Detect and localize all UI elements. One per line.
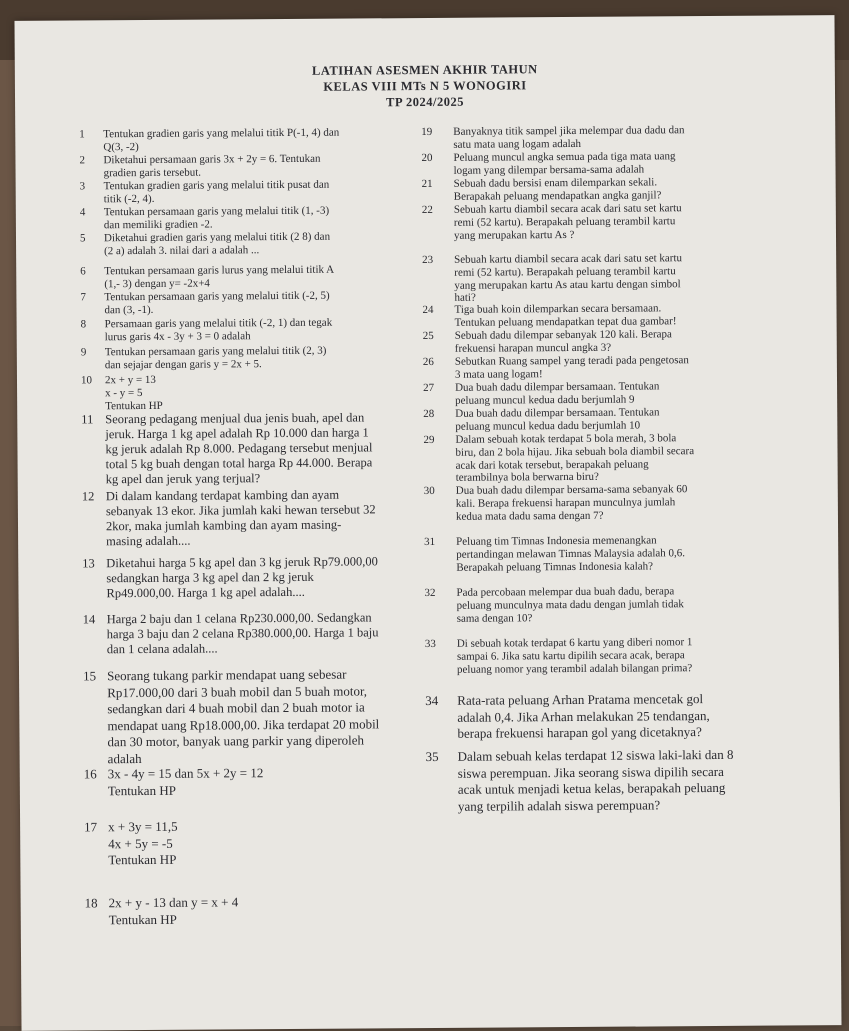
question-line: Peluang tim Timnas Indonesia memenangkan <box>456 534 657 548</box>
question-number: 30 <box>423 484 435 498</box>
question-1 <box>79 126 441 154</box>
question-line: Dua buah dadu dilempar bersamaan. Tentukan <box>455 406 660 420</box>
question-number: 18 <box>84 895 98 911</box>
question-line: dan sejajar dengan garis y = 2x + 5. <box>104 357 262 372</box>
question-line: kg jeruk adalah Rp 8.000. Pedagang tersebut menjual <box>105 440 373 457</box>
question-line: Seorang pedagang menjual dua jenis buah, apel dan <box>105 410 365 427</box>
question-text <box>108 817 446 869</box>
question-13 <box>82 554 444 602</box>
question-line: mendapat uang Rp18.000,00. Jika terdapat 20 mobil <box>107 715 380 733</box>
question-18 <box>85 893 447 929</box>
question-23 <box>422 251 792 305</box>
question-line: Berapakah peluang mendapatkan angka ganjil? <box>453 189 662 203</box>
question-line: 2x + y = 13 <box>104 373 156 387</box>
question-line: yang terpilih adalah siswa perempuan? <box>457 796 661 814</box>
question-number: 24 <box>422 303 434 317</box>
question-text <box>454 201 792 242</box>
question-text <box>456 584 794 625</box>
question-text <box>103 126 441 154</box>
question-line: Tentukan HP <box>107 782 176 798</box>
question-number: 19 <box>421 125 433 139</box>
question-10 <box>81 372 443 413</box>
question-16 <box>84 764 446 800</box>
question-line: Tentukan gradien garis yang melalui titik pusat dan <box>103 178 330 193</box>
question-line: biru, dan 2 bola hijau. Jika sebuah bola diambil secara <box>455 444 695 459</box>
question-22 <box>422 201 792 242</box>
question-number: 27 <box>423 381 435 395</box>
question-line: logam yang dilempar bersama-sama adalah <box>453 163 645 177</box>
question-text <box>458 746 796 814</box>
question-line: Tentukan peluang mendapatkan tepat dua gambar! <box>454 315 677 329</box>
question-number: 13 <box>82 556 95 571</box>
question-text <box>455 431 793 485</box>
question-line: (1,- 3) dengan y= -2x+4 <box>104 277 210 291</box>
question-line: titik (-2, 4). <box>103 192 155 206</box>
question-text <box>453 149 791 177</box>
question-line: siswa perempuan. Jika seorang siswa dipilih secara <box>457 763 724 781</box>
question-number: 11 <box>81 412 94 427</box>
question-text <box>103 152 441 180</box>
question-number: 9 <box>80 346 87 359</box>
question-line: Sebuah kartu diambil secara acak dari satu set kartu <box>454 252 683 266</box>
question-line: adalah 0,4. Jika Arhan melakukan 25 tendangan, <box>457 707 710 725</box>
question-line: Sebuah dadu dilempar sebanyak 120 kali. Berapa <box>454 328 672 342</box>
question-line: Dalam sebuah kotak terdapat 5 bola merah, 3 bola <box>455 432 677 446</box>
question-line: Q(3, -2) <box>103 140 139 154</box>
question-line: 2x + y - 13 dan y = x + 4 <box>108 894 239 911</box>
right-question-column <box>421 123 791 814</box>
question-line: 3x - 4y = 15 dan 5x + 2y = 12 <box>107 765 264 782</box>
question-text <box>453 123 791 151</box>
question-15 <box>83 666 446 768</box>
question-line: Dua buah dadu dilempar bersamaan. Tentukan <box>455 380 660 394</box>
question-19 <box>421 123 791 151</box>
question-7 <box>80 289 442 317</box>
question-9 <box>81 344 443 372</box>
question-line: Diketahui persamaan garis 3x + 2y = 6. Tentukan <box>103 152 321 167</box>
question-text <box>454 251 792 305</box>
question-number: 15 <box>83 668 97 684</box>
question-line: harga 3 baju dan 2 celana Rp380.000,00. Harga 1 baju <box>106 625 379 642</box>
question-text <box>457 635 795 676</box>
question-number: 5 <box>79 232 86 245</box>
question-line: Tentukan persamaan garis yang melalui titik (2, 3) <box>104 344 327 359</box>
question-line: Diketahui harga 5 kg apel dan 3 kg jeruk Rp79.000,00 <box>106 554 378 571</box>
question-27 <box>423 379 793 407</box>
question-line: 2kor, maka jumlah kambing dan ayam masing- <box>105 517 342 534</box>
question-text <box>457 690 795 742</box>
question-line: Sebutkan Ruang sampel yang teradi pada pengetosan <box>454 354 689 368</box>
question-line: Banyaknya titik sampel jika melempar dua dadu dan <box>453 124 685 138</box>
question-line: sedangkan harga 3 kg apel dan 2 kg jeruk <box>106 569 314 586</box>
question-line: Rata-rata peluang Arhan Pratama mencetak gol <box>457 691 704 708</box>
question-number: 21 <box>421 177 433 191</box>
question-line: dan memiliki gradien -2. <box>103 218 213 232</box>
question-31 <box>424 533 794 574</box>
question-text <box>108 764 446 799</box>
question-line: (2 a) adalah 3. nilai dari a adalah ... <box>104 243 260 258</box>
question-text <box>455 353 793 381</box>
question-line: 3 mata uang logam! <box>454 367 543 381</box>
question-line: yang merupakan kartu As atau kartu dengan simbol <box>454 277 681 292</box>
question-17 <box>84 817 446 869</box>
question-number: 2 <box>79 154 86 167</box>
question-text <box>104 289 442 317</box>
question-number: 32 <box>424 586 436 600</box>
question-text <box>456 482 794 523</box>
question-number: 17 <box>84 819 98 835</box>
question-35 <box>426 746 796 815</box>
question-line: Tentukan HP <box>108 851 177 868</box>
question-number: 34 <box>425 692 439 709</box>
question-line: dan 1 celana adalah.... <box>106 641 218 657</box>
question-number: 7 <box>80 291 86 304</box>
question-number: 26 <box>422 355 434 369</box>
question-number: 10 <box>80 374 93 387</box>
question-number: 28 <box>423 407 435 421</box>
question-33 <box>425 635 795 676</box>
question-line: Di dalam kandang terdapat kambing dan ayam <box>105 487 340 504</box>
question-line: Tiga buah koin dilemparkan secara bersamaan. <box>454 302 662 316</box>
question-number: 31 <box>424 535 436 549</box>
question-text <box>455 327 793 355</box>
question-number: 20 <box>421 151 433 165</box>
question-number: 25 <box>422 329 434 343</box>
question-line: Harga 2 baju dan 1 celana Rp230.000,00. Sedangkan <box>106 610 372 627</box>
question-32 <box>424 584 794 625</box>
question-line: kedua mata dadu sama dengan 7? <box>455 509 604 523</box>
question-line: peluang nomor yang terambil adalah bilangan prima? <box>456 661 693 676</box>
question-number: 14 <box>82 612 96 627</box>
question-text <box>107 666 446 767</box>
question-12 <box>82 487 444 550</box>
question-line: sampai 6. Jika satu kartu dipilih secara acak, berapa <box>456 649 685 663</box>
question-line: Tentukan HP <box>108 911 177 927</box>
question-text <box>106 487 444 549</box>
question-line: sebanyak 13 ekor. Jika jumlah kaki hewan tersebut 32 <box>105 502 376 519</box>
question-line: Berapakah peluang Timnas Indonesia kalah? <box>456 560 654 574</box>
question-line: frekuensi harapan muncul angka 3? <box>454 341 612 355</box>
question-line: 4x + 5y = -5 <box>108 835 173 851</box>
question-text <box>104 178 442 206</box>
exam-header <box>15 59 835 113</box>
question-line: gradien garis tersebut. <box>103 166 202 180</box>
question-line: Diketahui gradien garis yang melalui titik (2 8) dan <box>103 230 331 245</box>
question-5 <box>80 230 442 258</box>
question-29 <box>423 431 793 485</box>
question-text <box>455 405 793 433</box>
question-line: hati? <box>454 292 476 305</box>
question-line: Sebuah kartu diambil secara acak dari satu set kartu <box>453 202 682 216</box>
question-text <box>105 316 443 344</box>
question-11 <box>81 410 444 488</box>
question-number: 23 <box>422 253 434 267</box>
exam-class: KELAS VIII MTs N 5 WONOGIRI <box>323 78 527 94</box>
question-line: dan (3, -1). <box>104 303 154 317</box>
question-14 <box>83 610 445 658</box>
question-line: terambilnya bola berwarna biru? <box>455 471 599 485</box>
question-34 <box>425 690 795 742</box>
question-line: lurus garis 4x - 3y + 3 = 0 adalah <box>104 330 251 344</box>
exam-year: TP 2024/2025 <box>386 94 465 110</box>
question-line: Tentukan gradien garis yang melalui titik P(-1, 4) dan <box>103 126 340 141</box>
question-text <box>105 344 443 372</box>
question-text <box>454 301 792 329</box>
question-line: dan 30 motor, banyak uang parkir yang diperoleh <box>107 732 365 750</box>
question-24 <box>422 301 792 329</box>
question-number: 22 <box>421 203 433 217</box>
question-text <box>456 533 794 574</box>
question-line: Tentukan persamaan garis lurus yang melalui titik A <box>104 263 335 278</box>
question-3 <box>80 178 442 206</box>
question-line: Rp49.000,00. Harga 1 kg apel adalah.... <box>106 584 305 601</box>
question-line: Tentukan persamaan garis yang melalui titik (-2, 5) <box>104 289 330 304</box>
question-line: berapa frekuensi harapan gol yang dicetaknya? <box>457 724 702 741</box>
question-line: pertandingan melawan Timnas Malaysia adalah 0,6. <box>456 547 686 561</box>
question-line: Persamaan garis yang melalui titik (-2, 1) dan tegak <box>104 316 333 331</box>
question-line: total 5 kg buah dengan total harga Rp 44.000. Berapa <box>105 455 373 472</box>
question-line: acak untuk menjadi ketua kelas, berapakah peluang <box>457 779 726 797</box>
question-number: 8 <box>80 318 87 331</box>
question-line: satu mata uang logam adalah <box>453 137 582 151</box>
question-line: Seorang tukang parkir mendapat uang sebesar <box>107 666 347 684</box>
question-line: acak dari kotak tersebut, berapakah peluang <box>455 458 649 472</box>
question-6 <box>80 263 442 291</box>
question-text <box>104 263 442 291</box>
question-line: x - y = 5 <box>105 386 143 400</box>
question-text <box>104 230 442 258</box>
question-8 <box>81 316 443 344</box>
question-line: kg apel dan jeruk yang terjual? <box>105 471 261 487</box>
question-28 <box>423 405 793 433</box>
question-text <box>109 893 447 928</box>
question-30 <box>424 482 794 523</box>
question-line: remi (52 kartu). Berapakah peluang terambil kartu <box>453 215 676 229</box>
question-text <box>107 610 445 657</box>
question-number: 4 <box>79 206 86 219</box>
question-number: 33 <box>424 637 436 651</box>
question-line: jeruk. Harga 1 kg apel adalah Rp 10.000 dan harga 1 <box>105 425 369 442</box>
question-number: 3 <box>79 180 86 193</box>
exam-title: LATIHAN ASESMEN AKHIR TAHUN <box>311 62 538 78</box>
question-line: peluang muncul kedua dadu berjumlah 10 <box>455 419 641 433</box>
question-line: adalah <box>107 750 142 766</box>
question-line: kali. Berapa frekuensi harapan munculnya jumlah <box>455 496 676 510</box>
question-21 <box>422 175 792 203</box>
question-text <box>104 204 442 232</box>
question-number: 35 <box>425 748 439 765</box>
question-line: Rp17.000,00 dari 3 buah mobil dan 5 buah motor, <box>107 682 368 700</box>
question-line: peluang muncul kedua dadu berjumlah 9 <box>455 393 635 407</box>
question-line: Di sebuah kotak terdapat 6 kartu yang diberi nomor 1 <box>456 636 693 650</box>
question-line: Dua buah dadu dilempar bersama-sama sebanyak 60 <box>455 483 688 497</box>
question-20 <box>421 149 791 177</box>
question-text <box>105 372 443 413</box>
question-line: masing adalah.... <box>106 533 191 549</box>
exam-sheet <box>14 15 841 1031</box>
question-line: sedangkan dari 4 buah mobil dan 2 buah motor ia <box>107 699 365 717</box>
question-line: remi (52 kartu). Berapakah peluang terambil kartu <box>454 265 676 279</box>
question-text <box>105 410 444 487</box>
question-line: Tentukan HP <box>105 399 163 412</box>
question-text <box>455 379 793 407</box>
question-4 <box>80 204 442 232</box>
question-line: Sebuah dadu bersisi enam dilemparkan sekali. <box>453 176 658 190</box>
question-25 <box>423 327 793 355</box>
question-number: 12 <box>81 489 95 504</box>
question-line: peluang munculnya mata dadu dengan jumlah tidak <box>456 598 684 612</box>
question-line: Tentukan persamaan garis yang melalui titik (1, -3) <box>103 204 330 219</box>
question-line: Dalam sebuah kelas terdapat 12 siswa laki-laki dan 8 <box>457 746 734 764</box>
question-line: x + 3y = 11,5 <box>108 818 178 835</box>
question-line: Pada percobaan melempar dua buah dadu, berapa <box>456 585 675 599</box>
question-number: 16 <box>83 766 97 782</box>
question-number: 6 <box>80 265 86 278</box>
question-text <box>454 175 792 203</box>
question-number: 1 <box>79 128 85 141</box>
question-line: yang merupakan kartu As ? <box>453 228 575 242</box>
question-line: sama dengan 10? <box>456 611 533 625</box>
question-line: Peluang muncul angka semua pada tiga mata uang <box>453 150 676 164</box>
question-number: 29 <box>423 433 435 447</box>
question-26 <box>423 353 793 381</box>
question-2 <box>79 152 441 180</box>
question-text <box>106 554 444 601</box>
